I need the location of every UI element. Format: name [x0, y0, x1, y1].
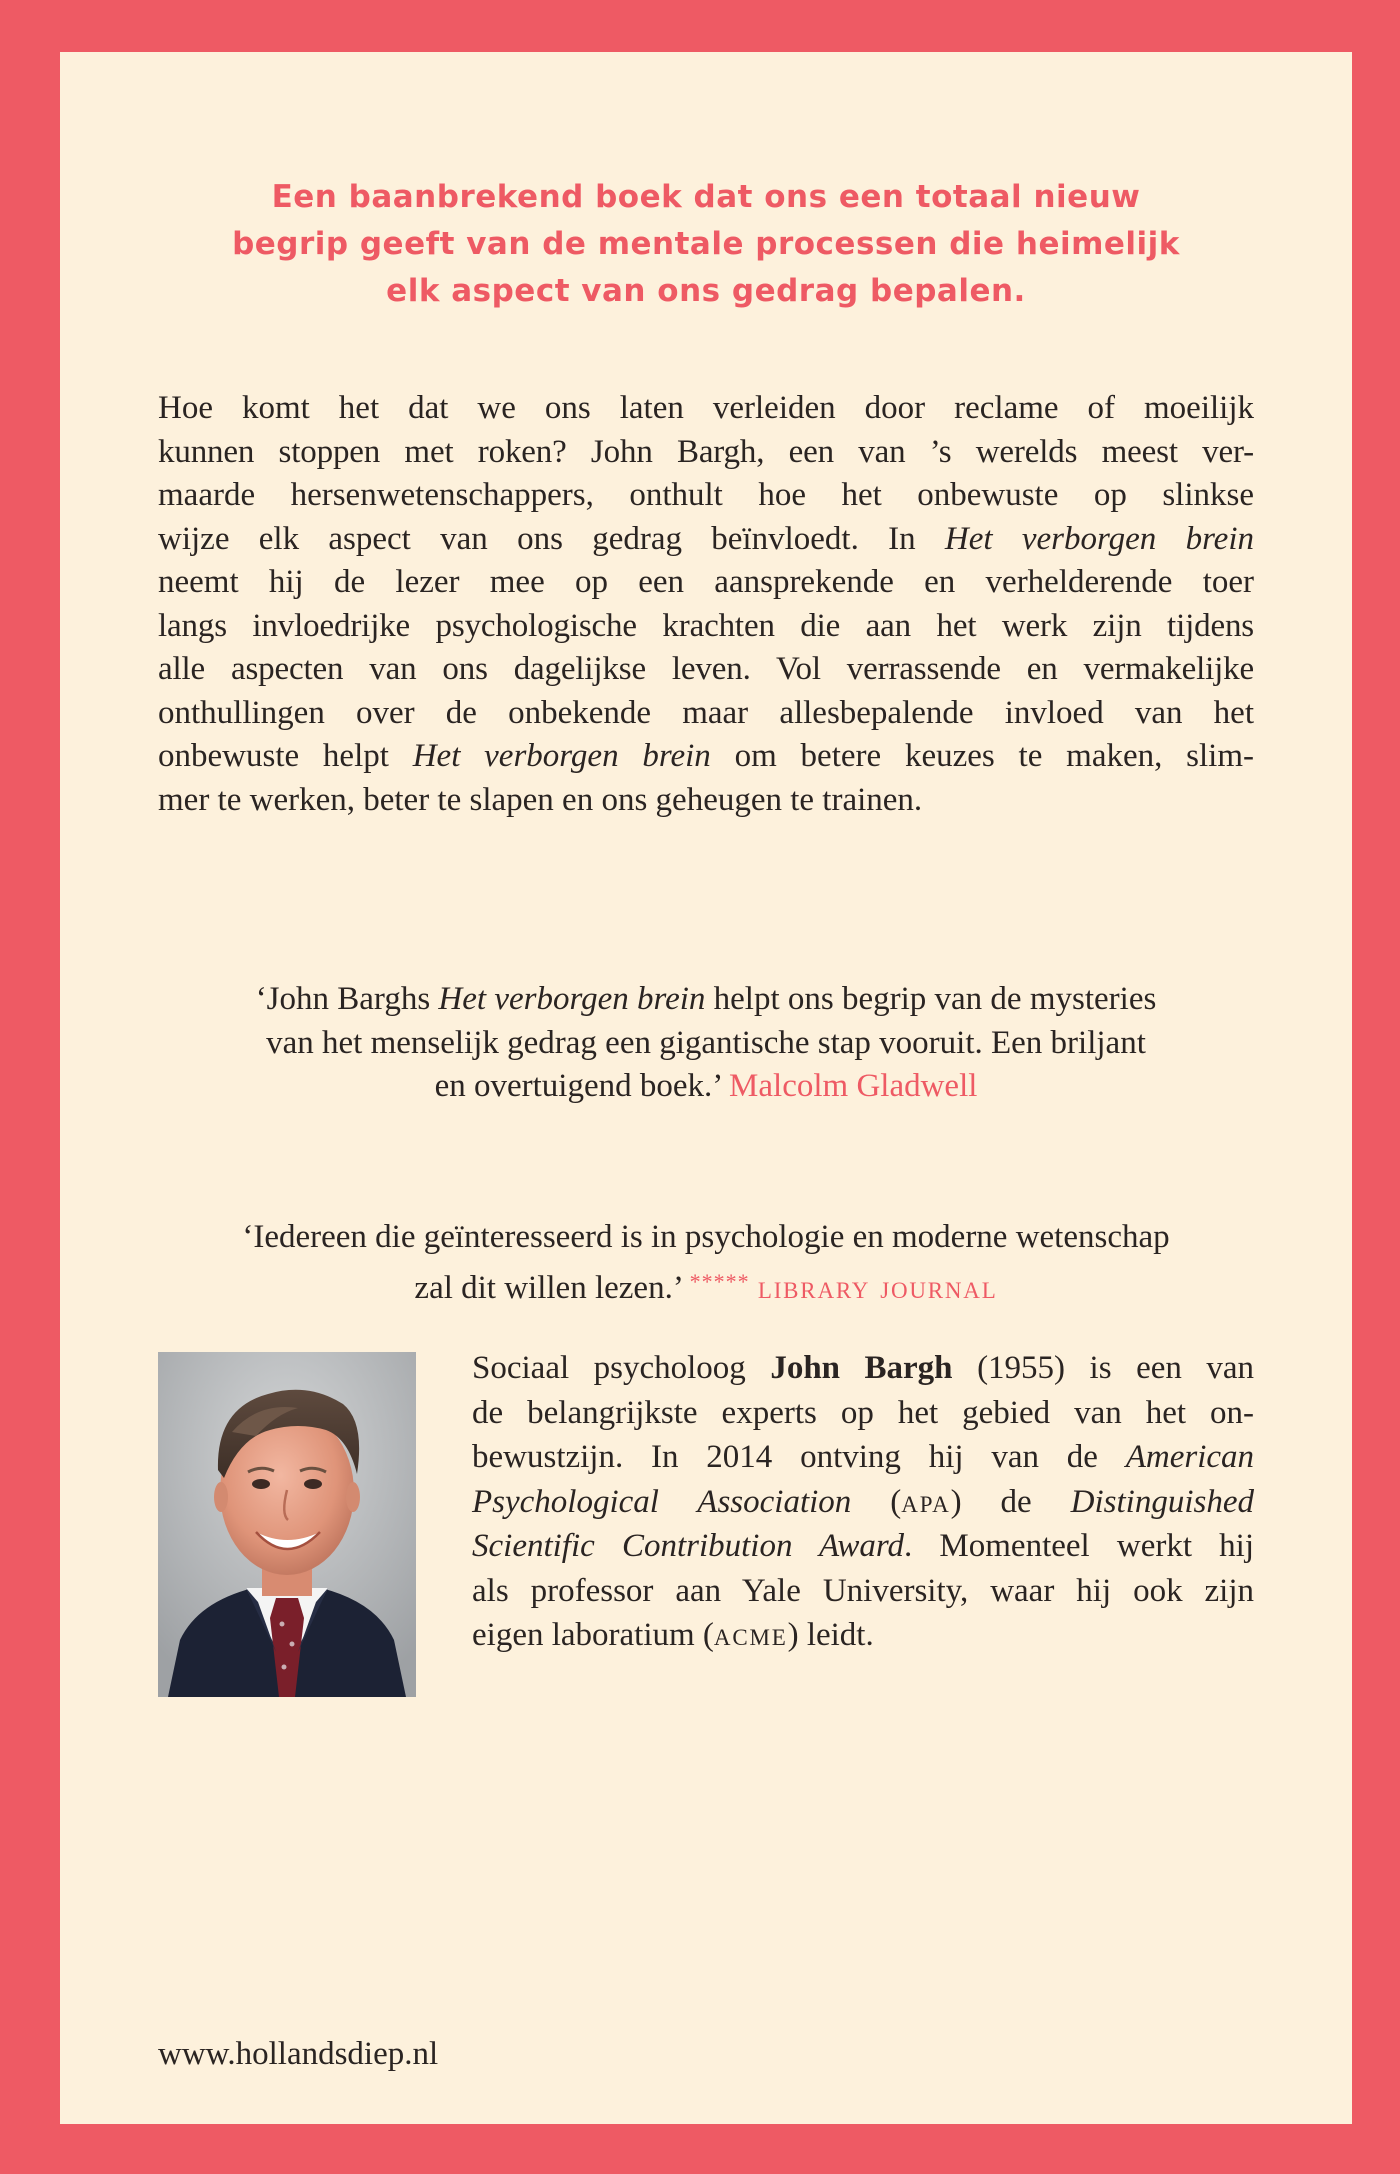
bio-paren: (: [890, 1483, 902, 1520]
bio-text: eigen laboratium (: [472, 1617, 714, 1653]
quote-line: ‘Iedereen die geïnteresseerd is in psychologie en moderne wetenschap: [242, 1219, 1170, 1255]
review-quote-gladwell: [140, 978, 1272, 1109]
description-line: kunnen stoppen met roken? John Bargh, een van ’s werelds meest ver-: [158, 433, 1254, 470]
bio-line: de belangrijkste experts op het gebied van het on-: [472, 1394, 1254, 1431]
description-text: onbewuste helpt: [158, 738, 389, 774]
bio-abbreviation: acme: [713, 1617, 788, 1653]
description-line: neemt hij de lezer mee op een aansprekende en verhelderende toer: [158, 564, 1254, 600]
bio-line: als professor aan Yale University, waar hij ook zijn: [472, 1572, 1254, 1609]
bio-italic: Distinguished: [1070, 1483, 1255, 1520]
tagline-line: Een baanbrekend boek dat ons een totaal nieuw: [271, 179, 1141, 215]
rating-stars: *****: [689, 1268, 750, 1294]
bio-text: Sociaal psycholoog: [472, 1350, 746, 1386]
quote-attribution: library journal: [757, 1269, 998, 1306]
bio-text: bewustzijn. In 2014 ontving hij van de: [472, 1439, 1098, 1475]
book-title-italic: Het verborgen brein: [944, 520, 1254, 557]
description-text: om betere keuzes te maken, slim-: [734, 738, 1254, 774]
quote-line: [140, 978, 1272, 1022]
author-name: John Bargh: [770, 1350, 953, 1386]
bio-text: ) leidt.: [787, 1617, 874, 1653]
bio-line: [472, 1435, 1254, 1480]
book-title-italic: Het verborgen brein: [412, 738, 711, 774]
description-text: wijze elk aspect van ons gedrag beïnvloedt. In: [158, 520, 916, 557]
author-bio: [472, 1346, 1254, 1658]
quote-text: en overtuigend boek.’: [434, 1068, 721, 1104]
description-line: onthullingen over de onbekende maar allesbepalende invloed van het: [158, 694, 1254, 731]
tagline: [140, 174, 1272, 315]
author-portrait-image: [158, 1352, 416, 1697]
description-line: Hoe komt het dat we ons laten verleiden door reclame of moeilijk: [158, 390, 1254, 426]
quote-line: [140, 1260, 1272, 1311]
bio-line: [472, 1524, 1254, 1569]
bio-italic: Scientific Contribution Award: [472, 1528, 904, 1564]
bio-text: . Momenteel werkt hij: [904, 1528, 1254, 1564]
review-quote-library-journal: [140, 1216, 1272, 1310]
description-line: [158, 518, 1254, 562]
book-description: [158, 387, 1254, 822]
bio-text: (1955) is een van: [977, 1350, 1255, 1386]
quote-line: [140, 1065, 1272, 1109]
bio-line: [472, 1346, 1254, 1391]
description-line: alle aspecten van ons dagelijkse leven. Vol verrassende en vermakelijke: [158, 651, 1254, 687]
bio-italic: American: [1125, 1439, 1255, 1475]
bio-text: [890, 1484, 1031, 1520]
tagline-line: elk aspect van ons gedrag bepalen.: [386, 273, 1026, 309]
quote-text: zal dit willen lezen.’: [414, 1269, 682, 1306]
quote-attribution: Malcolm Gladwell: [729, 1068, 978, 1104]
description-line: langs invloedrijke psychologische krachten die aan het werk zijn tijdens: [158, 607, 1254, 644]
book-title-italic: Het verborgen brein: [438, 981, 706, 1017]
quote-line: van het menselijk gedrag een gigantische stap vooruit. Een briljant: [266, 1024, 1146, 1061]
bio-line: [472, 1613, 1254, 1658]
bio-italic: Psychological Association: [472, 1483, 852, 1520]
tagline-line: begrip geeft van de mentale processen die heimelijk: [232, 226, 1180, 262]
author-photo: [158, 1352, 416, 1697]
description-line: [158, 735, 1254, 779]
description-line: maarde hersenwetenschappers, onthult hoe het onbewuste op slinkse: [158, 477, 1254, 513]
bio-paren: ) de: [950, 1483, 1032, 1520]
quote-text: helpt ons begrip van de mysteries: [713, 981, 1157, 1017]
description-line: mer te werken, beter te slapen en ons geheugen te trainen.: [158, 781, 923, 818]
publisher-website: www.hollandsdiep.nl: [158, 2036, 439, 2072]
bio-line: [472, 1480, 1254, 1525]
back-cover-panel: [60, 52, 1352, 2124]
quote-text: ‘John Barghs: [255, 981, 431, 1017]
bio-abbreviation: apa: [901, 1483, 951, 1520]
